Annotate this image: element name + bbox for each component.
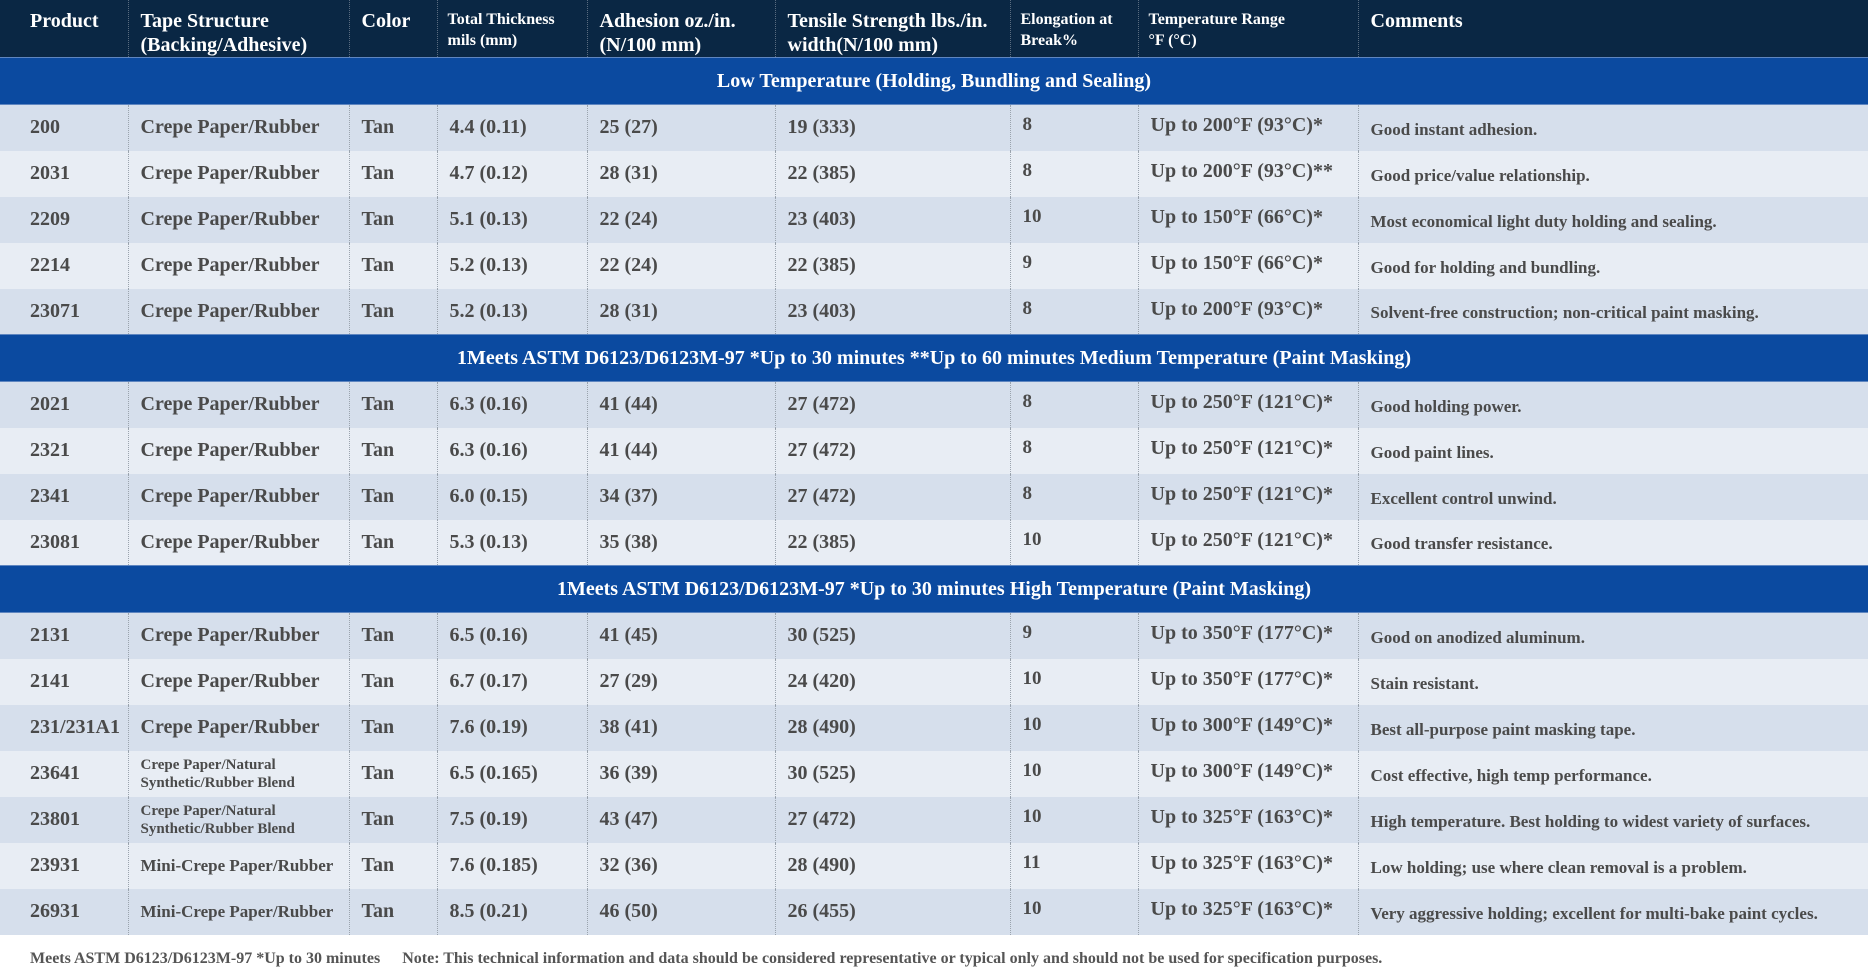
cell-comments: Good holding power. xyxy=(1358,382,1868,428)
cell-color: Tan xyxy=(349,889,437,935)
cell-elongation: 10 xyxy=(1010,705,1138,751)
cell-elongation: 8 xyxy=(1010,428,1138,474)
table-row xyxy=(0,843,1868,889)
cell-product: 200 xyxy=(0,105,128,151)
cell-elongation: 10 xyxy=(1010,797,1138,843)
table-row xyxy=(0,382,1868,428)
header-tape-structure: Tape Structure (Backing/Adhesive) xyxy=(128,0,349,58)
cell-comments: Good price/value relationship. xyxy=(1358,151,1868,197)
header-row xyxy=(0,0,1868,58)
cell-tape-structure: Crepe Paper/Rubber xyxy=(128,197,349,243)
cell-comments: Stain resistant. xyxy=(1358,659,1868,705)
cell-tensile-strength: 22 (385) xyxy=(775,520,1010,566)
cell-color: Tan xyxy=(349,843,437,889)
cell-adhesion: 41 (44) xyxy=(587,428,775,474)
header-color: Color xyxy=(349,0,437,58)
cell-tensile-strength: 27 (472) xyxy=(775,428,1010,474)
cell-product: 2321 xyxy=(0,428,128,474)
section-title: 1Meets ASTM D6123/D6123M-97 *Up to 30 minutes **Up to 60 minutes Medium Temperature (Paint Masking) xyxy=(0,335,1868,382)
cell-color: Tan xyxy=(349,428,437,474)
cell-tape-structure: Crepe Paper/Natural Synthetic/Rubber Blend xyxy=(128,751,349,797)
cell-adhesion: 41 (44) xyxy=(587,382,775,428)
cell-product: 23081 xyxy=(0,520,128,566)
cell-adhesion: 28 (31) xyxy=(587,151,775,197)
cell-comments: High temperature. Best holding to widest variety of surfaces. xyxy=(1358,797,1868,843)
cell-elongation: 10 xyxy=(1010,659,1138,705)
cell-color: Tan xyxy=(349,105,437,151)
header-product: Product xyxy=(0,0,128,58)
table-row xyxy=(0,889,1868,935)
cell-total-thickness: 7.6 (0.185) xyxy=(437,843,587,889)
cell-total-thickness: 5.3 (0.13) xyxy=(437,520,587,566)
table-row xyxy=(0,105,1868,151)
cell-product: 2131 xyxy=(0,613,128,659)
cell-color: Tan xyxy=(349,659,437,705)
section-header xyxy=(0,566,1868,613)
cell-comments: Very aggressive holding; excellent for multi-bake paint cycles. xyxy=(1358,889,1868,935)
cell-elongation: 8 xyxy=(1010,474,1138,520)
cell-adhesion: 22 (24) xyxy=(587,243,775,289)
cell-tensile-strength: 26 (455) xyxy=(775,889,1010,935)
cell-total-thickness: 7.5 (0.19) xyxy=(437,797,587,843)
cell-tape-structure: Crepe Paper/Rubber xyxy=(128,659,349,705)
table-row xyxy=(0,428,1868,474)
header-tensile-strength: Tensile Strength lbs./in. width(N/100 mm) xyxy=(775,0,1010,58)
cell-tensile-strength: 30 (525) xyxy=(775,613,1010,659)
cell-tape-structure: Crepe Paper/Rubber xyxy=(128,289,349,335)
cell-total-thickness: 6.5 (0.16) xyxy=(437,613,587,659)
cell-elongation: 10 xyxy=(1010,889,1138,935)
footer-note: Note: This technical information and data should be considered representative or typical only and should not be used for specification purposes. xyxy=(402,950,1383,967)
cell-product: 2031 xyxy=(0,151,128,197)
cell-color: Tan xyxy=(349,751,437,797)
cell-elongation: 10 xyxy=(1010,520,1138,566)
cell-tape-structure: Crepe Paper/Rubber xyxy=(128,105,349,151)
cell-tape-structure: Crepe Paper/Rubber xyxy=(128,520,349,566)
cell-adhesion: 22 (24) xyxy=(587,197,775,243)
cell-comments: Most economical light duty holding and sealing. xyxy=(1358,197,1868,243)
cell-temperature-range: Up to 350°F (177°C)* xyxy=(1138,659,1358,705)
cell-total-thickness: 6.5 (0.165) xyxy=(437,751,587,797)
cell-adhesion: 25 (27) xyxy=(587,105,775,151)
cell-total-thickness: 7.6 (0.19) xyxy=(437,705,587,751)
cell-tensile-strength: 28 (490) xyxy=(775,843,1010,889)
cell-tensile-strength: 23 (403) xyxy=(775,289,1010,335)
cell-tensile-strength: 30 (525) xyxy=(775,751,1010,797)
cell-adhesion: 35 (38) xyxy=(587,520,775,566)
cell-total-thickness: 8.5 (0.21) xyxy=(437,889,587,935)
cell-tape-structure: Crepe Paper/Rubber xyxy=(128,151,349,197)
cell-total-thickness: 6.3 (0.16) xyxy=(437,382,587,428)
cell-color: Tan xyxy=(349,197,437,243)
cell-comments: Excellent control unwind. xyxy=(1358,474,1868,520)
cell-tape-structure: Crepe Paper/Rubber xyxy=(128,243,349,289)
cell-color: Tan xyxy=(349,382,437,428)
cell-elongation: 10 xyxy=(1010,751,1138,797)
cell-adhesion: 43 (47) xyxy=(587,797,775,843)
cell-tensile-strength: 22 (385) xyxy=(775,243,1010,289)
cell-total-thickness: 5.2 (0.13) xyxy=(437,243,587,289)
cell-color: Tan xyxy=(349,613,437,659)
cell-temperature-range: Up to 300°F (149°C)* xyxy=(1138,705,1358,751)
cell-temperature-range: Up to 350°F (177°C)* xyxy=(1138,613,1358,659)
cell-temperature-range: Up to 325°F (163°C)* xyxy=(1138,889,1358,935)
header-adhesion: Adhesion oz./in. (N/100 mm) xyxy=(587,0,775,58)
cell-adhesion: 28 (31) xyxy=(587,289,775,335)
cell-adhesion: 36 (39) xyxy=(587,751,775,797)
cell-tensile-strength: 27 (472) xyxy=(775,474,1010,520)
cell-product: 23071 xyxy=(0,289,128,335)
table-body xyxy=(0,58,1868,935)
cell-color: Tan xyxy=(349,520,437,566)
cell-temperature-range: Up to 150°F (66°C)* xyxy=(1138,243,1358,289)
cell-color: Tan xyxy=(349,151,437,197)
cell-temperature-range: Up to 250°F (121°C)* xyxy=(1138,520,1358,566)
cell-adhesion: 46 (50) xyxy=(587,889,775,935)
cell-tensile-strength: 22 (385) xyxy=(775,151,1010,197)
header-total-thickness: Total Thickness mils (mm) xyxy=(437,0,587,58)
cell-elongation: 9 xyxy=(1010,243,1138,289)
cell-elongation: 8 xyxy=(1010,151,1138,197)
cell-comments: Good for holding and bundling. xyxy=(1358,243,1868,289)
cell-adhesion: 41 (45) xyxy=(587,613,775,659)
cell-product: 26931 xyxy=(0,889,128,935)
cell-product: 23931 xyxy=(0,843,128,889)
cell-product: 2214 xyxy=(0,243,128,289)
cell-color: Tan xyxy=(349,243,437,289)
table-row xyxy=(0,705,1868,751)
cell-temperature-range: Up to 200°F (93°C)** xyxy=(1138,151,1358,197)
cell-adhesion: 27 (29) xyxy=(587,659,775,705)
cell-temperature-range: Up to 325°F (163°C)* xyxy=(1138,797,1358,843)
cell-product: 231/231A1 xyxy=(0,705,128,751)
cell-tape-structure: Mini-Crepe Paper/Rubber xyxy=(128,843,349,889)
cell-elongation: 8 xyxy=(1010,289,1138,335)
cell-product: 23801 xyxy=(0,797,128,843)
table-row xyxy=(0,797,1868,843)
header-temperature-range: Temperature Range °F (°C) xyxy=(1138,0,1358,58)
cell-product: 2141 xyxy=(0,659,128,705)
cell-comments: Good instant adhesion. xyxy=(1358,105,1868,151)
cell-tensile-strength: 24 (420) xyxy=(775,659,1010,705)
cell-total-thickness: 4.4 (0.11) xyxy=(437,105,587,151)
cell-temperature-range: Up to 300°F (149°C)* xyxy=(1138,751,1358,797)
table-row xyxy=(0,243,1868,289)
table-row xyxy=(0,659,1868,705)
cell-product: 2341 xyxy=(0,474,128,520)
table-row xyxy=(0,474,1868,520)
cell-comments: Good transfer resistance. xyxy=(1358,520,1868,566)
cell-temperature-range: Up to 200°F (93°C)* xyxy=(1138,105,1358,151)
cell-comments: Low holding; use where clean removal is a problem. xyxy=(1358,843,1868,889)
cell-total-thickness: 5.1 (0.13) xyxy=(437,197,587,243)
cell-comments: Good on anodized aluminum. xyxy=(1358,613,1868,659)
cell-tape-structure: Mini-Crepe Paper/Rubber xyxy=(128,889,349,935)
cell-tensile-strength: 27 (472) xyxy=(775,797,1010,843)
cell-temperature-range: Up to 200°F (93°C)* xyxy=(1138,289,1358,335)
cell-total-thickness: 5.2 (0.13) xyxy=(437,289,587,335)
section-header xyxy=(0,58,1868,105)
cell-color: Tan xyxy=(349,474,437,520)
cell-tape-structure: Crepe Paper/Rubber xyxy=(128,705,349,751)
cell-adhesion: 38 (41) xyxy=(587,705,775,751)
cell-temperature-range: Up to 250°F (121°C)* xyxy=(1138,474,1358,520)
cell-elongation: 8 xyxy=(1010,382,1138,428)
cell-product: 2209 xyxy=(0,197,128,243)
cell-temperature-range: Up to 325°F (163°C)* xyxy=(1138,843,1358,889)
cell-elongation: 11 xyxy=(1010,843,1138,889)
cell-total-thickness: 4.7 (0.12) xyxy=(437,151,587,197)
cell-tape-structure: Crepe Paper/Rubber xyxy=(128,382,349,428)
cell-tape-structure: Crepe Paper/Rubber xyxy=(128,474,349,520)
cell-tensile-strength: 27 (472) xyxy=(775,382,1010,428)
cell-temperature-range: Up to 250°F (121°C)* xyxy=(1138,428,1358,474)
section-title: 1Meets ASTM D6123/D6123M-97 *Up to 30 minutes High Temperature (Paint Masking) xyxy=(0,566,1868,613)
cell-product: 2021 xyxy=(0,382,128,428)
cell-tensile-strength: 28 (490) xyxy=(775,705,1010,751)
cell-total-thickness: 6.3 (0.16) xyxy=(437,428,587,474)
footer xyxy=(30,950,1382,968)
cell-product: 23641 xyxy=(0,751,128,797)
cell-total-thickness: 6.7 (0.17) xyxy=(437,659,587,705)
cell-comments: Good paint lines. xyxy=(1358,428,1868,474)
cell-tape-structure: Crepe Paper/Natural Synthetic/Rubber Blend xyxy=(128,797,349,843)
cell-comments: Cost effective, high temp performance. xyxy=(1358,751,1868,797)
cell-elongation: 8 xyxy=(1010,105,1138,151)
header-comments: Comments xyxy=(1358,0,1868,58)
cell-elongation: 10 xyxy=(1010,197,1138,243)
cell-temperature-range: Up to 150°F (66°C)* xyxy=(1138,197,1358,243)
section-title: Low Temperature (Holding, Bundling and Sealing) xyxy=(0,58,1868,105)
cell-elongation: 9 xyxy=(1010,613,1138,659)
cell-color: Tan xyxy=(349,797,437,843)
cell-color: Tan xyxy=(349,289,437,335)
cell-tensile-strength: 19 (333) xyxy=(775,105,1010,151)
cell-tensile-strength: 23 (403) xyxy=(775,197,1010,243)
table-row xyxy=(0,520,1868,566)
cell-tape-structure: Crepe Paper/Rubber xyxy=(128,428,349,474)
cell-adhesion: 32 (36) xyxy=(587,843,775,889)
cell-color: Tan xyxy=(349,705,437,751)
cell-comments: Solvent-free construction; non-critical paint masking. xyxy=(1358,289,1868,335)
table-row xyxy=(0,751,1868,797)
cell-tape-structure: Crepe Paper/Rubber xyxy=(128,613,349,659)
cell-comments: Best all-purpose paint masking tape. xyxy=(1358,705,1868,751)
table-row xyxy=(0,613,1868,659)
cell-adhesion: 34 (37) xyxy=(587,474,775,520)
header-elongation: Elongation at Break% xyxy=(1010,0,1138,58)
cell-total-thickness: 6.0 (0.15) xyxy=(437,474,587,520)
cell-temperature-range: Up to 250°F (121°C)* xyxy=(1138,382,1358,428)
footer-left: Meets ASTM D6123/D6123M-97 *Up to 30 minutes xyxy=(30,950,381,967)
section-header xyxy=(0,335,1868,382)
table-row xyxy=(0,151,1868,197)
table-row xyxy=(0,197,1868,243)
table-row xyxy=(0,289,1868,335)
